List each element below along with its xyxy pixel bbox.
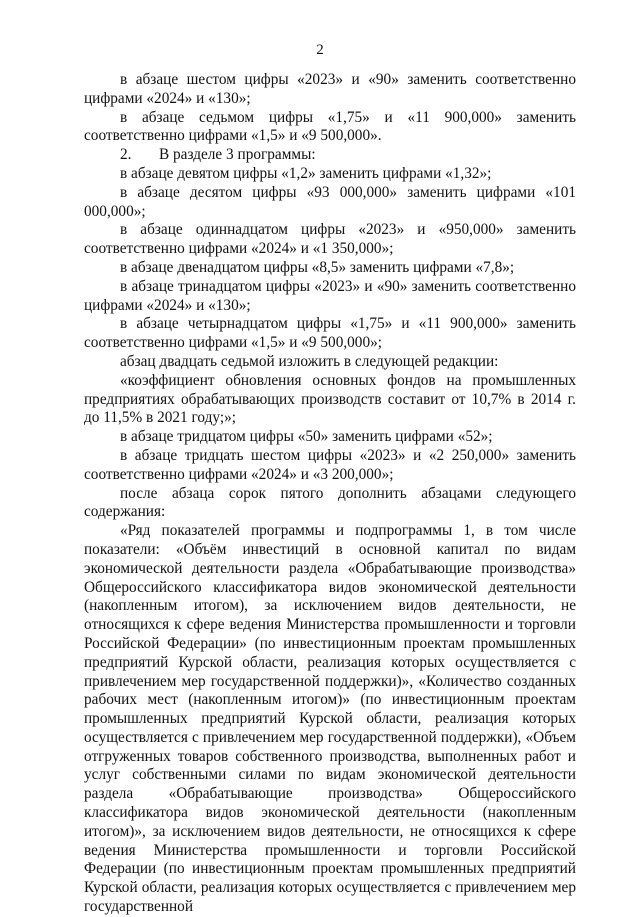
page-number: 2 (316, 42, 324, 58)
numbered-item (84, 146, 576, 165)
paragraph: в абзаце одиннадцатом цифры «2023» и «950,000» заменить соответственно цифрами «2024» и «1 350,000»; (84, 221, 576, 258)
paragraph: в абзаце десятом цифры «93 000,000» заменить цифрами «101 000,000»; (84, 183, 576, 220)
paragraph: в абзаце четырнадцатом цифры «1,75» и «11 900,000» заменить соответственно цифрами «1,5» и «9 500,000»; (84, 315, 576, 352)
item-number: 2. (120, 146, 132, 164)
paragraph: в абзаце тринадцатом цифры «2023» и «90» заменить соответственно цифрами «2024» и «130»; (84, 277, 576, 314)
paragraph: в абзаце тридцатом цифры «50» заменить цифрами «52»; (120, 428, 493, 446)
document-body (84, 71, 576, 917)
paragraph: в абзаце шестом цифры «2023» и «90» заменить соответственно цифрами «2024» и «130»; (84, 71, 576, 107)
paragraph: в абзаце девятом цифры «1,2» заменить цифрами «1,32»; (120, 164, 492, 182)
paragraph: в абзаце двенадцатом цифры «8,5» заменить цифрами «7,8»; (120, 258, 515, 276)
paragraph: в абзаце тридцать шестом цифры «2023» и «2 250,000» заменить соответственно цифрами «2024» и «3 200,000»; (84, 446, 576, 483)
item-text: В разделе 3 программы: (159, 146, 316, 164)
paragraph: после абзаца сорок пятого дополнить абзацами следующего содержания: (84, 484, 576, 521)
paragraph: абзац двадцать седьмой изложить в следующей редакции: (120, 352, 499, 370)
paragraph: «Ряд показателей программы и подпрограммы 1, в том числе показатели: «Объём инвестиций в основной капитал по видам экономической деятельности раздела «Обрабатывающие производства» Общероссийского классификатора видов экономической деятельности (накопленным итогом), за исключением видов деятельности, не относящихся к сфере ведения Министерства промышленности и торговли Российской Федерации» (по инвестиционным проектам промышленных предприятий Курской области, реализация которых осуществляется с привлечением мер государственной поддержки)», «Количество созданных рабочих мест (накопленным итогом)» (по инвестиционным проектам промышленных предприятий Курской области, реализация которых осуществляется с привлечением мер государственной поддержки), «Объем отгруженных товаров собственного производства, выполненных работ и услуг собственными силами по видам экономической деятельности раздела «Обрабатывающие производства» Общероссийского классификатора видов экономической деятельности (накопленным итогом)», за исключением видов деятельности, не относящихся к сфере ведения Министерства промышленности и торговли Российской Федерации (по инвестиционным проектам промышленных предприятий Курской области, реализация которых осуществляется с привлечением мер государственной (84, 522, 576, 916)
paragraph: в абзаце седьмом цифры «1,75» и «11 900,000» заменить соответственно цифрами «1,5» и «9 500,000». (84, 108, 576, 145)
paragraph: «коэффициент обновления основных фондов на промышленных предприятиях обрабатывающих производств составит от 10,7% в 2014 г. до 11,5% в 2021 году;»; (84, 371, 576, 427)
